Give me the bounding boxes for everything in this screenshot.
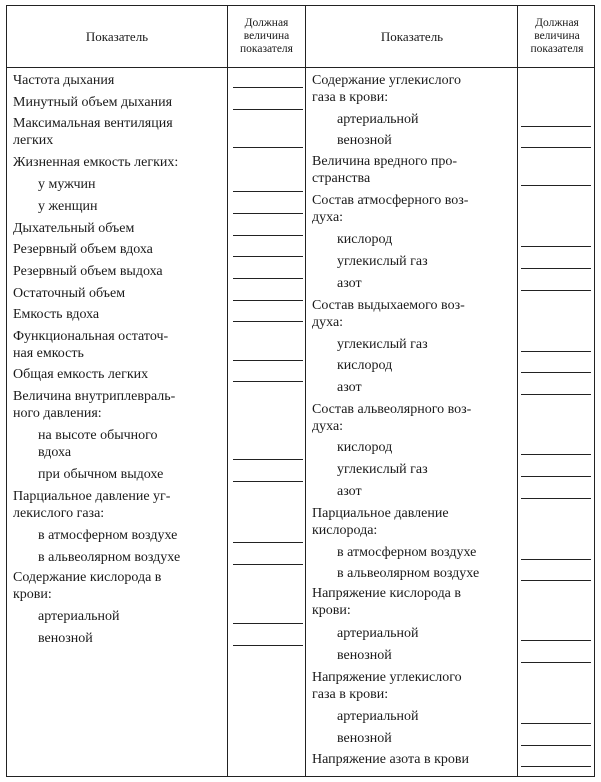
right-indicator-header: Показатель [380, 28, 444, 44]
answer-blank-line[interactable] [521, 559, 591, 560]
indicator-label: Резервный объем выдоха [13, 264, 163, 279]
indicator-label: венозной [337, 648, 392, 663]
answer-blank-line[interactable] [233, 235, 303, 236]
answer-blank-line[interactable] [233, 381, 303, 382]
indicator-label: Резервный объем вдоха [13, 242, 153, 257]
indicator-label: на высоте обычного вдоха [38, 428, 158, 460]
indicator-label: углекислый газ [337, 337, 428, 352]
indicator-label: азот [337, 276, 362, 291]
answer-blank-line[interactable] [521, 476, 591, 477]
answer-blank-line[interactable] [233, 645, 303, 646]
answer-blank-line[interactable] [521, 745, 591, 746]
answer-blank-line[interactable] [233, 623, 303, 624]
indicator-group-heading: Напряжение кислорода в крови: [312, 586, 462, 618]
answer-blank-line[interactable] [233, 213, 303, 214]
answer-blank-line[interactable] [233, 564, 303, 565]
worksheet-table [6, 5, 595, 777]
indicator-label: Функциональная остаточ- ная емкость [13, 329, 169, 361]
indicator-label: артериальной [337, 709, 419, 724]
answer-blank-line[interactable] [521, 268, 591, 269]
indicator-group-heading: Состав выдыхаемого воз- духа: [312, 298, 465, 330]
indicator-label: Частота дыхания [13, 73, 115, 88]
header-divider [7, 67, 594, 68]
answer-blank-line[interactable] [521, 126, 591, 127]
indicator-label: Остаточный объем [13, 286, 126, 301]
answer-blank-line[interactable] [521, 498, 591, 499]
indicator-label: в атмосферном воздухе [337, 545, 477, 560]
indicator-label: углекислый газ [337, 254, 428, 269]
indicator-label: артериальной [38, 609, 120, 624]
indicator-group-heading: Парциальное давление кислорода: [312, 506, 449, 538]
left-value-header: Должная величина показателя [240, 17, 293, 55]
answer-blank-line[interactable] [233, 191, 303, 192]
right-value-header: Должная величина показателя [530, 17, 584, 55]
answer-blank-line[interactable] [521, 185, 591, 186]
indicator-label: азот [337, 380, 362, 395]
answer-blank-line[interactable] [521, 580, 591, 581]
indicator-label: у женщин [38, 199, 98, 214]
left-indicator-header: Показатель [85, 28, 149, 44]
indicator-label: Общая емкость легких [13, 367, 149, 382]
answer-blank-line[interactable] [521, 454, 591, 455]
answer-blank-line[interactable] [521, 640, 591, 641]
indicator-label: кислород [337, 358, 393, 373]
answer-blank-line[interactable] [521, 662, 591, 663]
indicator-group-heading: Напряжение углекислого газа в крови: [312, 670, 462, 702]
answer-blank-line[interactable] [233, 278, 303, 279]
indicator-label: Напряжение азота в крови [312, 752, 469, 767]
indicator-label: при обычном выдохе [38, 467, 164, 482]
answer-blank-line[interactable] [233, 256, 303, 257]
answer-blank-line[interactable] [233, 459, 303, 460]
indicator-group-heading: Состав атмосферного воз- духа: [312, 193, 469, 225]
indicator-label: кислород [337, 232, 393, 247]
indicator-label: Минутный объем дыхания [13, 95, 173, 110]
answer-blank-line[interactable] [233, 542, 303, 543]
indicator-label: в альвеолярном воздухе [337, 566, 480, 581]
indicator-label: венозной [337, 133, 392, 148]
answer-blank-line[interactable] [233, 109, 303, 110]
column-divider [227, 6, 228, 776]
indicator-label: венозной [337, 731, 392, 746]
indicator-label: кислород [337, 440, 393, 455]
indicator-group-heading: Состав альвеолярного воз- духа: [312, 402, 472, 434]
indicator-label: артериальной [337, 626, 419, 641]
answer-blank-line[interactable] [521, 394, 591, 395]
indicator-group-heading: Жизненная емкость легких: [13, 155, 179, 170]
indicator-label: Емкость вдоха [13, 307, 100, 322]
answer-blank-line[interactable] [521, 372, 591, 373]
answer-blank-line[interactable] [521, 766, 591, 767]
column-divider [305, 6, 306, 776]
indicator-label: у мужчин [38, 177, 96, 192]
answer-blank-line[interactable] [521, 246, 591, 247]
answer-blank-line[interactable] [521, 290, 591, 291]
answer-blank-line[interactable] [233, 300, 303, 301]
indicator-label: Величина вредного про- странства [312, 154, 458, 186]
indicator-label: углекислый газ [337, 462, 428, 477]
answer-blank-line[interactable] [521, 147, 591, 148]
indicator-label: в альвеолярном воздухе [38, 550, 181, 565]
answer-blank-line[interactable] [233, 321, 303, 322]
answer-blank-line[interactable] [521, 723, 591, 724]
indicator-label: Максимальная вентиляция легких [13, 116, 173, 148]
indicator-group-heading: Содержание кислорода в крови: [13, 570, 162, 602]
indicator-label: венозной [38, 631, 93, 646]
answer-blank-line[interactable] [233, 87, 303, 88]
answer-blank-line[interactable] [521, 351, 591, 352]
indicator-group-heading: Величина внутриплевраль- ного давления: [13, 389, 176, 421]
answer-blank-line[interactable] [233, 481, 303, 482]
indicator-label: артериальной [337, 112, 419, 127]
indicator-group-heading: Парциальное давление уг- лекислого газа: [13, 489, 171, 521]
answer-blank-line[interactable] [233, 147, 303, 148]
indicator-label: Дыхательный объем [13, 221, 135, 236]
column-divider [517, 6, 518, 776]
answer-blank-line[interactable] [233, 360, 303, 361]
indicator-label: азот [337, 484, 362, 499]
indicator-group-heading: Содержание углекислого газа в крови: [312, 73, 461, 105]
indicator-label: в атмосферном воздухе [38, 528, 178, 543]
